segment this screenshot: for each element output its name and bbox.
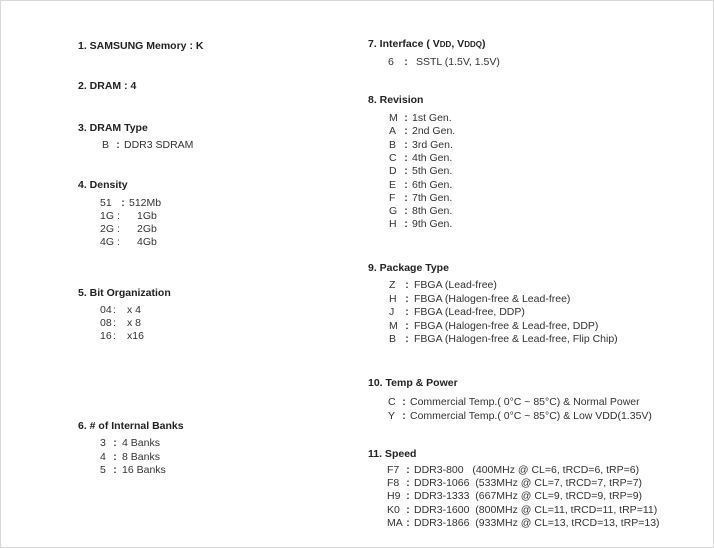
item-separator: : bbox=[117, 223, 120, 235]
heading-interface-suffix: ) bbox=[481, 38, 486, 50]
item-code: Z bbox=[389, 279, 396, 291]
item-code: H bbox=[389, 218, 397, 231]
item-code: F bbox=[389, 191, 396, 204]
item-separator: : bbox=[117, 236, 120, 248]
item-desc: DDR3-1333 (667MHz @ CL=9, tRCD=9, tRP=9) bbox=[414, 490, 643, 503]
item-desc: FBGA (Lead-free, DDP) bbox=[414, 306, 525, 318]
list-item bbox=[389, 293, 570, 305]
list-item bbox=[389, 139, 453, 151]
list-item bbox=[387, 464, 639, 476]
item-desc: 2Gb bbox=[137, 223, 157, 235]
item-code: 16 bbox=[100, 330, 112, 342]
item-separator: : bbox=[405, 333, 409, 345]
item-code: Y bbox=[388, 409, 396, 422]
item-desc: 4 Banks bbox=[122, 437, 160, 449]
item-separator: : bbox=[402, 396, 406, 408]
item-separator: : bbox=[402, 409, 406, 422]
item-code: A bbox=[389, 125, 397, 138]
item-desc: SSTL (1.5V, 1.5V) bbox=[416, 56, 500, 68]
heading-interface bbox=[368, 38, 485, 50]
item-desc: 1Gb bbox=[137, 210, 157, 222]
item-desc: 8th Gen. bbox=[412, 205, 453, 218]
item-code: J bbox=[389, 306, 395, 318]
item-desc: x16 bbox=[127, 330, 144, 342]
heading-samsung-memory: 1. SAMSUNG Memory : K bbox=[78, 40, 204, 52]
list-item bbox=[388, 396, 640, 408]
list-item bbox=[389, 179, 452, 191]
item-separator: : bbox=[404, 178, 408, 191]
item-desc: Commercial Temp.( 0°C ~ 85°C) & Low VDD(1.35V) bbox=[410, 409, 652, 422]
item-code: 1G bbox=[100, 210, 115, 222]
list-item bbox=[100, 236, 157, 248]
heading-dram: 2. DRAM : 4 bbox=[78, 80, 137, 92]
item-separator: : bbox=[404, 56, 408, 68]
item-code: 08 bbox=[100, 317, 112, 329]
item-desc: DDR3-1066 (533MHz @ CL=7, tRCD=7, tRP=7) bbox=[414, 477, 643, 490]
item-separator: : bbox=[117, 210, 120, 222]
list-item bbox=[100, 304, 141, 316]
item-separator: : bbox=[406, 477, 410, 490]
heading-interface-sub1: DD bbox=[439, 40, 452, 49]
item-code: B bbox=[389, 333, 397, 345]
item-code: 04 bbox=[100, 304, 112, 316]
item-separator: : bbox=[405, 279, 409, 291]
item-desc: 9th Gen. bbox=[412, 218, 453, 231]
item-code: 4G bbox=[100, 236, 115, 248]
list-item bbox=[389, 333, 618, 345]
item-desc: DDR3 SDRAM bbox=[124, 139, 194, 151]
list-item bbox=[389, 279, 497, 291]
item-code: 2G bbox=[100, 223, 115, 235]
item-separator: : bbox=[404, 125, 408, 138]
item-desc: 2nd Gen. bbox=[412, 125, 456, 138]
item-desc: 8 Banks bbox=[122, 451, 160, 463]
list-item bbox=[387, 504, 657, 516]
item-desc: 16 Banks bbox=[122, 464, 166, 476]
item-separator: : bbox=[113, 437, 117, 449]
heading-bit-organization: 5. Bit Organization bbox=[78, 287, 171, 299]
item-code: M bbox=[389, 319, 398, 332]
item-desc: 4Gb bbox=[137, 236, 157, 248]
item-desc: FBGA (Halogen-free & Lead-free, Flip Chip) bbox=[414, 333, 618, 345]
heading-temp-power: 10. Temp & Power bbox=[368, 377, 458, 389]
item-desc: x 8 bbox=[127, 317, 142, 329]
heading-revision: 8. Revision bbox=[368, 94, 424, 106]
item-desc: 6th Gen. bbox=[412, 178, 453, 191]
item-separator: : bbox=[405, 306, 409, 318]
item-separator: : bbox=[405, 292, 409, 305]
item-desc: DDR3-1866 (933MHz @ CL=13, tRCD=13, tRP=13) bbox=[414, 516, 660, 529]
item-code: 5 bbox=[100, 464, 106, 476]
list-item bbox=[100, 210, 157, 222]
item-separator: : bbox=[404, 165, 408, 178]
list-item bbox=[387, 490, 642, 502]
list-item bbox=[389, 320, 598, 332]
list-item bbox=[100, 437, 160, 449]
list-item bbox=[389, 218, 452, 230]
list-item bbox=[100, 317, 141, 329]
item-separator: : bbox=[404, 112, 408, 124]
item-code: 3 bbox=[100, 437, 106, 449]
item-code: F7 bbox=[387, 464, 400, 476]
item-code: E bbox=[389, 178, 397, 191]
item-separator: : bbox=[406, 464, 410, 476]
item-separator: : bbox=[113, 451, 117, 463]
item-code: B bbox=[389, 138, 397, 151]
item-code: M bbox=[389, 112, 398, 124]
item-desc: FBGA (Halogen-free & Lead-free) bbox=[414, 292, 571, 305]
list-item bbox=[389, 205, 452, 217]
item-desc: 3rd Gen. bbox=[412, 138, 453, 151]
list-item bbox=[100, 197, 161, 209]
item-desc: 5th Gen. bbox=[412, 165, 453, 178]
item-separator: : bbox=[404, 218, 408, 231]
item-desc: 4th Gen. bbox=[412, 151, 453, 164]
item-code: F8 bbox=[387, 477, 400, 490]
item-code: K0 bbox=[387, 503, 400, 516]
item-desc: DDR3-1600 (800MHz @ CL=11, tRCD=11, tRP=11) bbox=[414, 503, 658, 516]
item-separator: : bbox=[116, 139, 120, 151]
list-item bbox=[389, 125, 455, 137]
item-separator: : bbox=[406, 490, 410, 503]
item-separator: : bbox=[404, 138, 408, 151]
item-code: 6 bbox=[388, 56, 394, 68]
item-desc: 512Mb bbox=[129, 197, 162, 209]
list-item bbox=[387, 517, 660, 529]
item-separator: : bbox=[406, 503, 410, 516]
item-separator: : bbox=[404, 191, 408, 204]
list-item bbox=[100, 330, 144, 342]
item-separator: : bbox=[406, 516, 410, 529]
list-item bbox=[389, 165, 452, 177]
heading-speed: 11. Speed bbox=[368, 448, 417, 460]
item-code: C bbox=[389, 151, 397, 164]
list-item bbox=[389, 152, 452, 164]
heading-interface-mid: , V bbox=[451, 38, 465, 50]
item-code: H9 bbox=[387, 490, 401, 503]
list-item bbox=[100, 223, 157, 235]
item-desc: FBGA (Halogen-free & Lead-free, DDP) bbox=[414, 319, 599, 332]
item-code: G bbox=[389, 205, 398, 218]
item-desc: DDR3-800 (400MHz @ CL=6, tRCD=6, tRP=6) bbox=[414, 464, 640, 476]
list-item bbox=[100, 451, 160, 463]
list-item bbox=[102, 139, 193, 151]
heading-density: 4. Density bbox=[78, 179, 128, 191]
item-separator: : bbox=[404, 151, 408, 164]
list-item bbox=[388, 56, 500, 68]
heading-dram-type: 3. DRAM Type bbox=[78, 122, 148, 134]
list-item bbox=[387, 477, 642, 489]
list-item bbox=[388, 410, 652, 422]
item-separator: : bbox=[121, 197, 125, 209]
item-desc: 1st Gen. bbox=[412, 112, 452, 124]
heading-package-type: 9. Package Type bbox=[368, 262, 449, 274]
item-code: 4 bbox=[100, 451, 106, 463]
item-separator: : bbox=[404, 205, 408, 218]
item-desc: Commercial Temp.( 0°C ~ 85°C) & Normal Power bbox=[410, 396, 640, 408]
item-separator: : bbox=[113, 304, 116, 316]
item-code: C bbox=[388, 396, 396, 408]
heading-internal-banks: 6. # of Internal Banks bbox=[78, 420, 184, 432]
heading-interface-sub2: DDQ bbox=[464, 40, 482, 49]
item-separator: : bbox=[113, 317, 116, 329]
list-item bbox=[389, 306, 525, 318]
item-separator: : bbox=[113, 330, 116, 342]
item-code: 51 bbox=[100, 197, 112, 209]
item-separator: : bbox=[113, 464, 117, 476]
item-code: B bbox=[102, 139, 110, 151]
item-code: D bbox=[389, 165, 397, 178]
item-code: H bbox=[389, 292, 397, 305]
item-separator: : bbox=[405, 319, 409, 332]
list-item bbox=[389, 192, 452, 204]
list-item bbox=[100, 464, 166, 476]
list-item bbox=[389, 112, 452, 124]
item-code: MA bbox=[387, 516, 403, 529]
item-desc: x 4 bbox=[127, 304, 142, 316]
heading-interface-prefix: 7. Interface ( V bbox=[368, 38, 440, 50]
item-desc: FBGA (Lead-free) bbox=[414, 279, 497, 291]
item-desc: 7th Gen. bbox=[412, 191, 453, 204]
